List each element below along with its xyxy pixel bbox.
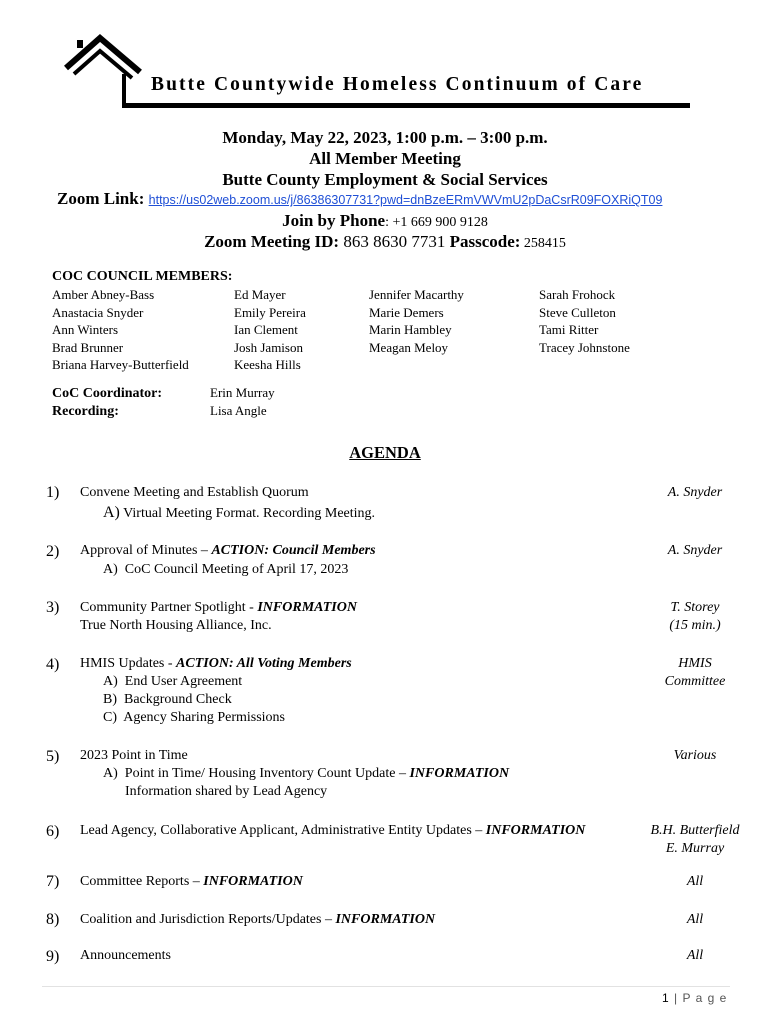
coordinator-label: CoC Coordinator: — [52, 386, 163, 401]
agenda-item-line — [80, 656, 352, 672]
agenda-item-detail: True North Housing Alliance, Inc. — [80, 618, 272, 633]
subitem-marker: C) — [103, 710, 117, 725]
agenda-item-note: Information shared by Lead Agency — [125, 784, 328, 799]
agenda-item-line — [80, 874, 303, 890]
agenda-item-text: 2023 Point in Time — [80, 748, 188, 763]
agenda-item-text: Lead Agency, Collaborative Applicant, Administrative Entity Updates – — [80, 823, 486, 838]
agenda-item-number: 5) — [46, 748, 60, 765]
agenda-item-number: 9) — [46, 948, 60, 965]
meeting-type: All Member Meeting — [309, 149, 461, 168]
agenda-item-tag: ACTION: Council Members — [211, 543, 376, 558]
agenda-item-tag: INFORMATION — [335, 912, 436, 927]
council-member: Jennifer Macarthy — [369, 287, 464, 302]
council-column-4 — [539, 287, 630, 357]
agenda-item-text: Approval of Minutes – — [80, 543, 212, 558]
council-member: Amber Abney-Bass — [52, 287, 155, 302]
agenda-presenter: HMIS — [678, 656, 712, 671]
zoom-link[interactable]: https://us02web.zoom.us/j/86386307731?pwd=dnBzeERmVWVmU2pDaCsrR09FOXRiQT09 — [148, 193, 663, 207]
agenda-presenter-duration: (15 min.) — [669, 618, 721, 633]
agenda-item-line — [80, 600, 357, 616]
agenda-presenter: All — [686, 874, 704, 889]
agenda-subitem — [103, 766, 509, 782]
page-footer — [662, 991, 727, 1005]
agenda-item-text: HMIS Updates - — [80, 656, 177, 671]
council-member: Sarah Frohock — [539, 287, 616, 302]
council-member: Keesha Hills — [234, 357, 301, 372]
council-member: Brad Brunner — [52, 339, 124, 355]
agenda-item-tag: INFORMATION — [257, 600, 357, 615]
meeting-location: Butte County Employment & Social Services — [222, 170, 548, 189]
org-title: Butte Countywide Homeless Continuum of Care — [151, 74, 644, 95]
agenda-item-tag: INFORMATION — [485, 823, 586, 838]
agenda-subitem — [103, 692, 232, 708]
title-rule — [124, 103, 690, 108]
subitem-marker: A) — [103, 674, 118, 689]
council-member: Ian Clement — [234, 322, 298, 337]
subitem-text: Background Check — [124, 692, 232, 707]
meeting-id-value: 863 8630 7731 — [339, 232, 450, 251]
zoom-link-line — [57, 189, 662, 209]
subitem-marker: A) — [103, 504, 120, 521]
agenda-item-tag: INFORMATION — [203, 874, 303, 889]
council-member: Emily Pereira — [234, 304, 306, 320]
subitem-text: End User Agreement — [124, 674, 243, 689]
council-member: Briana Harvey-Butterfield — [52, 357, 189, 372]
agenda-subitem — [103, 504, 375, 522]
agenda-subitem — [103, 562, 348, 578]
agenda-presenter: Various — [673, 748, 717, 763]
subitem-marker: A) — [103, 562, 118, 577]
subitem-tag: INFORMATION — [409, 766, 510, 781]
phone-label: Join by Phone — [282, 211, 386, 230]
agenda-item-number: 8) — [46, 911, 60, 928]
council-member: Josh Jamison — [234, 339, 303, 355]
meeting-id-line — [0, 232, 770, 252]
council-member: Marin Hambley — [369, 322, 452, 337]
council-column-1 — [52, 287, 189, 375]
subitem-text: Agency Sharing Permissions — [123, 710, 285, 725]
council-column-3 — [369, 287, 464, 357]
agenda-item-line — [80, 823, 585, 839]
council-member: Ann Winters — [52, 322, 119, 337]
subitem-text: Virtual Meeting Format. Recording Meeting. — [123, 506, 376, 521]
zoom-link-label: Zoom Link: — [57, 189, 145, 208]
council-member: Anastacia Snyder — [52, 304, 144, 320]
agenda-item-number: 2) — [46, 543, 60, 560]
council-member: Tami Ritter — [539, 322, 599, 337]
agenda-item-number: 4) — [46, 656, 60, 673]
council-member: Meagan Meloy — [369, 339, 449, 355]
agenda-presenter: A. Snyder — [667, 543, 723, 558]
recording-name: Lisa Angle — [210, 403, 267, 418]
agenda-heading: AGENDA — [349, 443, 421, 462]
agenda-item-text: Committee Reports – — [80, 874, 204, 889]
passcode-label: Passcode: — [449, 232, 521, 251]
coordinator-name: Erin Murray — [210, 385, 275, 400]
agenda-item-line — [80, 912, 435, 928]
meeting-id-label: Zoom Meeting ID: — [204, 232, 340, 251]
council-members-title: COC COUNCIL MEMBERS: — [52, 269, 233, 284]
agenda-presenter: T. Storey — [670, 600, 720, 615]
council-member: Marie Demers — [369, 304, 444, 320]
agenda-presenter: B.H. Butterfield — [650, 823, 740, 838]
agenda-presenter: All — [686, 948, 704, 963]
page-separator: | — [669, 991, 683, 1005]
house-logo-icon — [60, 34, 146, 112]
agenda-item-text: Announcements — [80, 948, 171, 963]
agenda-item-number: 3) — [46, 599, 60, 616]
meeting-date: Monday, May 22, 2023, 1:00 p.m. – 3:00 p.m. — [222, 128, 548, 147]
phone-number: : +1 669 900 9128 — [385, 215, 488, 230]
agenda-subitem — [103, 710, 285, 726]
page-number: 1 — [662, 991, 670, 1005]
agenda-item-text: Coalition and Jurisdiction Reports/Updates – — [80, 912, 336, 927]
phone-line — [0, 211, 770, 231]
subitem-marker: A) — [103, 766, 118, 781]
agenda-presenter: Committee — [664, 674, 726, 689]
passcode-value: 258415 — [520, 236, 566, 251]
page-word: P a g e — [682, 991, 728, 1005]
subitem-marker: B) — [103, 692, 117, 707]
agenda-presenter: E. Murray — [665, 841, 725, 856]
agenda-item-line — [80, 543, 376, 559]
agenda-presenter: All — [686, 912, 704, 927]
agenda-item-text: Community Partner Spotlight - — [80, 600, 258, 615]
agenda-item-number: 7) — [46, 873, 60, 890]
subitem-text: CoC Council Meeting of April 17, 2023 — [124, 562, 349, 577]
agenda-presenter: A. Snyder — [667, 485, 723, 500]
council-member: Steve Culleton — [539, 304, 616, 320]
recording-label: Recording: — [52, 404, 119, 419]
agenda-item-number: 6) — [46, 823, 60, 840]
council-member: Ed Mayer — [234, 287, 286, 302]
agenda-item-number: 1) — [46, 484, 60, 501]
council-member: Tracey Johnstone — [539, 339, 630, 355]
agenda-item-text: Convene Meeting and Establish Quorum — [80, 485, 309, 500]
agenda-item-tag: ACTION: All Voting Members — [176, 656, 352, 671]
council-column-2 — [234, 287, 306, 375]
agenda-title — [0, 443, 770, 463]
agenda-subitem — [103, 674, 242, 690]
footer-divider — [42, 986, 730, 987]
subitem-text: Point in Time/ Housing Inventory Count Update – — [124, 766, 410, 781]
